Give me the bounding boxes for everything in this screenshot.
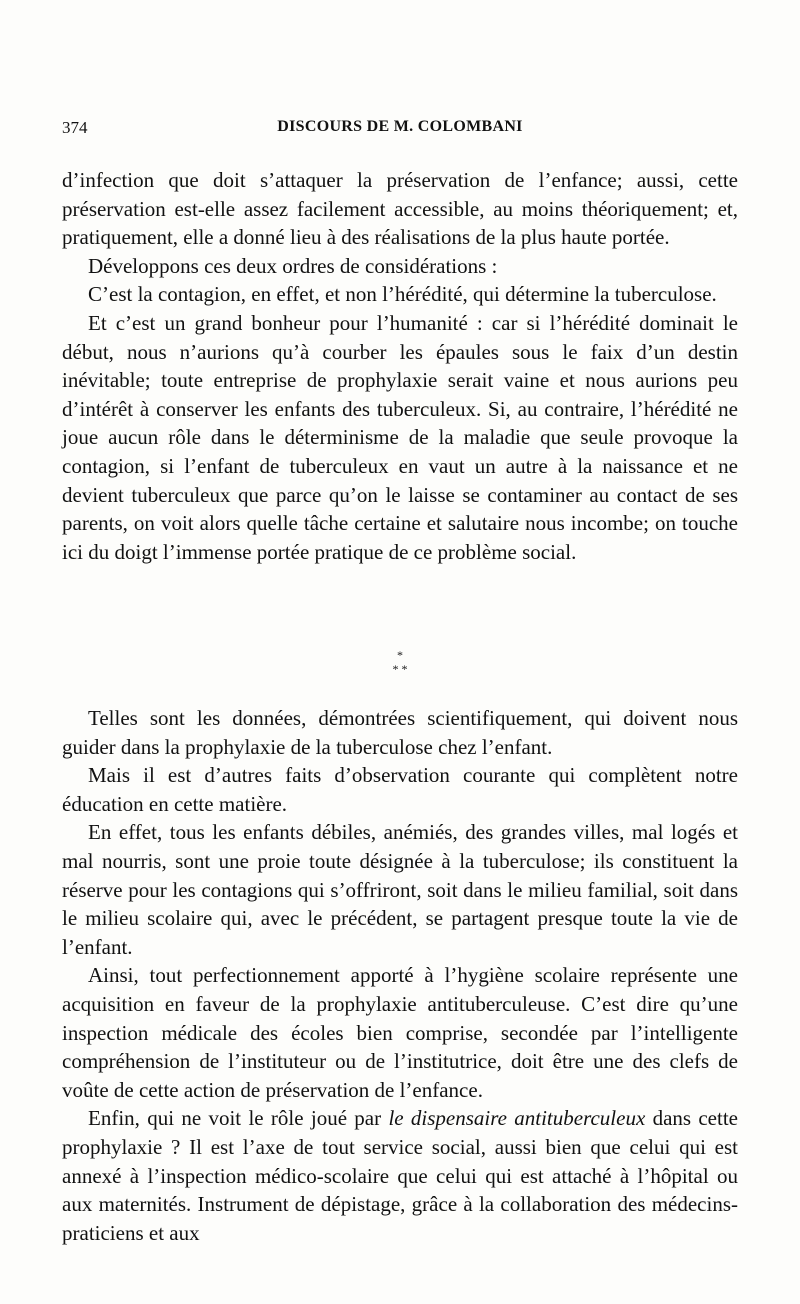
paragraph: Telles sont les données, démontrées scientifiquement, qui doivent nous guider dans la prophylaxie de la tuberculose chez l’enfant. bbox=[62, 706, 738, 759]
paragraph: Développons ces deux ordres de considérations : bbox=[88, 253, 498, 278]
asterism-bottom: * * bbox=[392, 662, 408, 676]
paragraph bbox=[62, 1104, 738, 1247]
paragraph: Ainsi, tout perfectionnement apporté à l’hygiène scolaire représente une acquisition en faveur de la prophylaxie antituberculeuse. C’est dire qu’une inspection médicale des écoles bien comprise, secondée par l’intelligente compréhension de l’instituteur ou de l’institutrice, doit être une des clefs de voûte de cette action de préservation de l’enfance. bbox=[62, 963, 738, 1102]
section-break-asterism bbox=[0, 648, 800, 688]
paragraph: C’est la contagion, en effet, et non l’hérédité, qui détermine la tuberculose. bbox=[88, 282, 717, 307]
text-block-1 bbox=[62, 166, 738, 566]
paragraph-text: Enfin, qui ne voit le rôle joué par bbox=[88, 1106, 389, 1131]
asterism-top: * bbox=[397, 648, 403, 662]
text-block-2 bbox=[62, 704, 738, 1247]
paragraph: d’infection que doit s’attaquer la préservation de l’enfance; aussi, cette préservation est-elle assez facilement accessible, au moins théoriquement; et, pratiquement, elle a donné lieu à des réalisations de la plus haute portée. bbox=[62, 168, 738, 250]
running-head: DISCOURS DE M. COLOMBANI bbox=[277, 118, 523, 135]
page-header bbox=[62, 118, 738, 146]
page-number: 374 bbox=[62, 118, 88, 137]
italic-term: le dispensaire antituberculeux bbox=[388, 1106, 646, 1131]
paragraph: Mais il est d’autres faits d’observation courante qui complètent notre éducation en cette matière. bbox=[62, 763, 738, 816]
paragraph-text: dans cette prophylaxie ? Il est l’axe de tout service social, aussi bien que celui qui est annexé à l’inspection médico-scolaire que celui qui est attaché à l’hôpital ou aux maternités. Instrument de dépistage, grâce à la collaboration des médecins-praticiens et aux bbox=[62, 1106, 738, 1245]
paragraph: En effet, tous les enfants débiles, anémiés, des grandes villes, mal logés et mal nourris, sont une proie toute désignée à la tuberculose; ils constituent la réserve pour les contagions qui s’offriront, soit dans le milieu familial, soit dans le milieu scolaire qui, avec le précédent, se partagent presque toute la vie de l’enfant. bbox=[62, 820, 738, 959]
paragraph: Et c’est un grand bonheur pour l’humanité : car si l’hérédité dominait le début, nous n’aurions qu’à courber les épaules sous le faix d’un destin inévitable; toute entreprise de prophylaxie serait vaine et nous aurions peu d’intérêt à conserver les enfants des tuberculeux. Si, au contraire, l’hérédité ne joue aucun rôle dans le déterminisme de la maladie que seule provoque la contagion, si l’enfant de tuberculeux en vaut un autre à la naissance et ne devient tuberculeux que parce qu’on le laisse se contaminer au contact de ses parents, on voit alors quelle tâche certaine et salutaire nous incombe; on touche ici du doigt l’immense portée pratique de ce problème social. bbox=[62, 310, 738, 564]
